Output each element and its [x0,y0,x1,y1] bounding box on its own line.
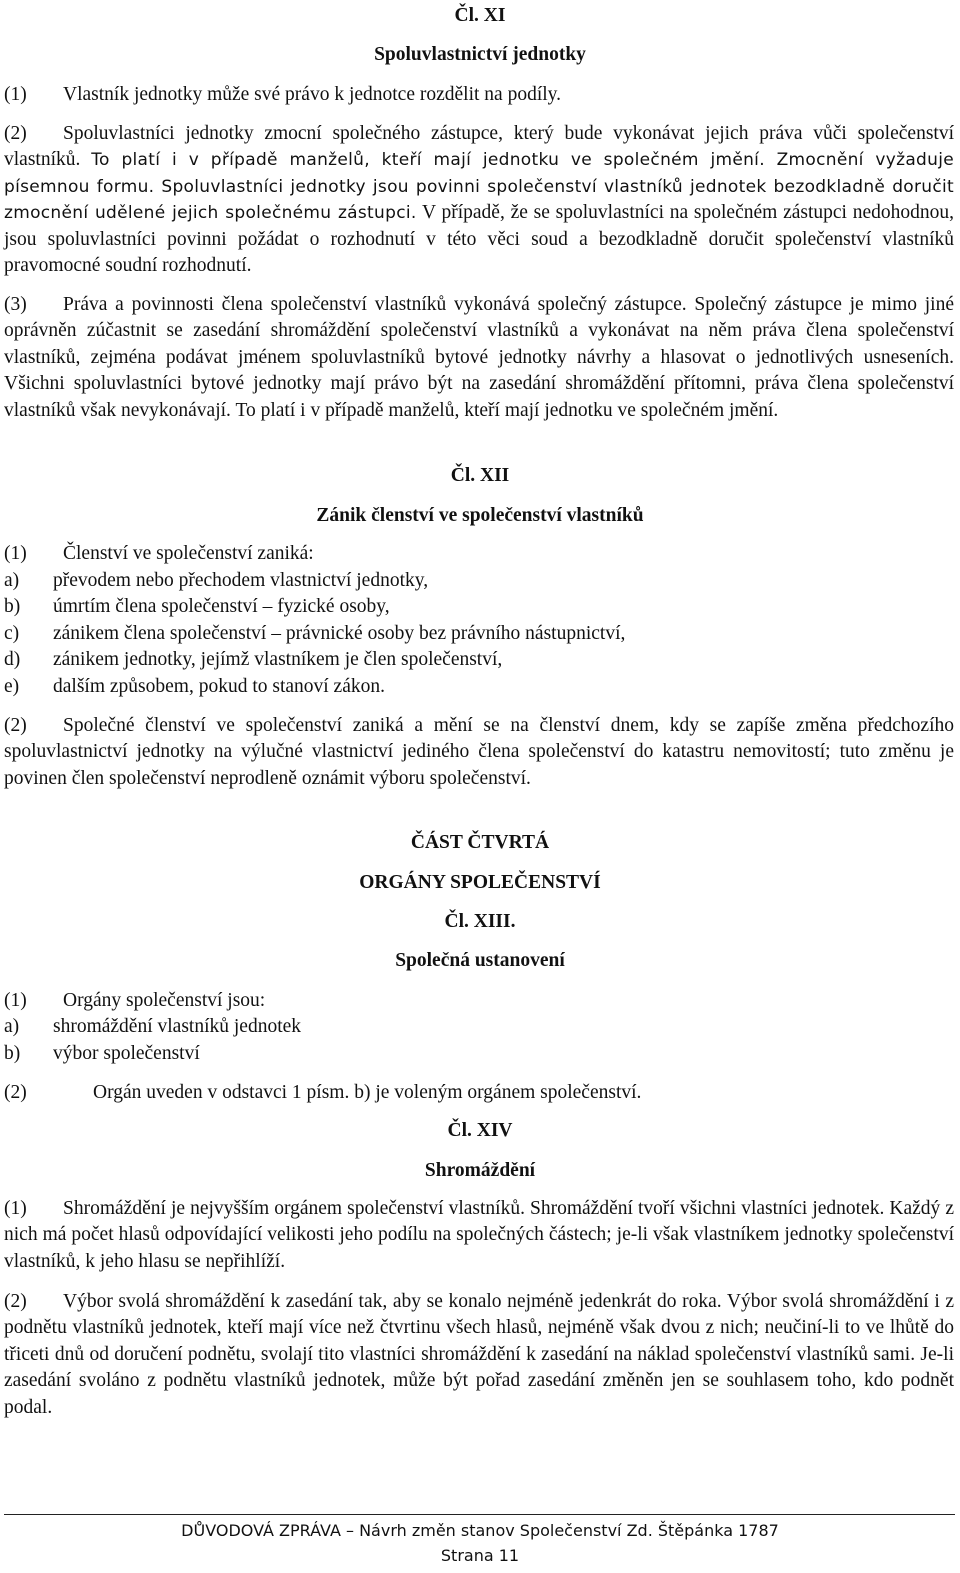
footer-page-number: Strana 11 [440,1546,520,1565]
list-text: zánikem jednotky, jejímž vlastníkem je člen společenství, [53,649,503,670]
article-14-paragraph-2 [4,1289,954,1421]
paragraph-text: Práva a povinnosti člena společenství vlastníků vykonává společný zástupce. Společný zástupce je mimo jiné oprávněn zúčastnit se zasedání shromáždění společenství vlastníků a vykonávat na něm práva člena společenství vlastníků, zejména podávat jménem spoluvlastníků bytové jednotky návrhy a hlasovat o jednotlivých usneseních. Všichni spoluvlastníci bytové jednotky mají právo být na zasedání shromáždění přítomni, práva člena společenství vlastníků však nevykonávají. To platí i v případě manželů, kteří mají jednotku ve společném jmění. [4,294,954,421]
article-11-paragraph-2 [4,121,954,279]
article-14-paragraph-1 [4,1196,954,1275]
list-text: výbor společenství [53,1043,200,1064]
article-13-title: Společná ustanovení [395,950,565,971]
list-item [4,1041,200,1067]
paragraph-number: (2) [4,1291,27,1312]
article-13-paragraph-1 [4,988,265,1014]
article-12-title: Zánik členství ve společenství vlastníků [316,505,644,526]
list-label: c) [4,623,20,644]
list-text: zánikem člena společenství – právnické osoby bez právního nástupnictví, [53,623,626,644]
paragraph-number: (1) [4,1198,27,1219]
list-text: převodem nebo přechodem vlastnictví jednotky, [53,570,429,591]
list-item [4,674,385,700]
list-label: b) [4,1043,21,1064]
list-label: a) [4,1016,20,1037]
footer-title: DŮVODOVÁ ZPRÁVA – Návrh změn stanov Společenství Zd. Štěpánka 1787 [181,1521,779,1540]
list-item [4,594,390,620]
article-14-title: Shromáždění [424,1160,536,1181]
paragraph-number: (2) [4,715,27,736]
paragraph-number: (2) [4,123,27,144]
part-4-heading: ČÁST ČTVRTÁ [410,832,550,853]
list-item [4,1014,301,1040]
list-label: e) [4,676,20,697]
article-11-paragraph-3 [4,292,954,424]
list-label: a) [4,570,20,591]
list-label: b) [4,596,21,617]
paragraph-number: (1) [4,84,27,105]
paragraph-text: Členství ve společenství zaniká: [63,543,314,564]
article-12-paragraph-1 [4,541,314,567]
paragraph-text: V případě, že se spoluvlastníci na společném zástupci nedohodnou, jsou spoluvlastníci povinni požádat o rozhodnutí v této věci soud a bezodkladně doručit společenství vlastníků pravomocné soudní rozhodnutí. [4,202,954,277]
article-11-title: Spoluvlastnictví jednotky [374,44,586,65]
paragraph-text: Společné členství ve společenství zaniká a mění se na členství dnem, kdy se zapíše změna předchozího spoluvlastnictví jednotky na výlučné vlastnictví jediného člena společenství do katastru nemovitostí; tuto změnu je povinen člen společenství neprodleně oznámit výboru společenství. [4,715,954,789]
list-item [4,568,428,594]
footer-divider [4,1514,955,1515]
article-12-heading: Čl. XII [450,465,510,486]
article-11-paragraph-1 [4,82,954,108]
article-12-paragraph-2 [4,713,954,792]
paragraph-number: (1) [4,990,27,1011]
paragraph-text: Shromáždění je nejvyšším orgánem společenství vlastníků. Shromáždění tvoří všichni vlastníci jednotek. Každý z nich má počet hlasů odpovídající velikosti jeho podílu na společných částech; je-li však vlastníkem jednotky společenství vlastníků, k jeho hlasu se nepřihlíží. [4,1198,954,1272]
list-text: shromáždění vlastníků jednotek [53,1016,302,1037]
paragraph-text: Výbor svolá shromáždění k zasedání tak, aby se konalo nejméně jedenkrát do roka. Výbor svolá shromáždění i z podnětu vlastníků jednotek, kteří mají více než čtvrtinu všech hlasů, nejméně však dvou z nich; neučiní-li to ve lhůtě do třiceti dnů od doručení podnětu, svolají tito vlastníci shromáždění k zasedání na náklad společenství vlastníků sami. Je-li zasedání svoláno z podnětu vlastníků jednotek, může být pořad zasedání změněn jen se souhlasem toho, kdo podnět podal. [4,1291,954,1418]
paragraph-text: Orgány společenství jsou: [63,990,266,1011]
list-item [4,647,502,673]
paragraph-number: (2) [4,1082,27,1103]
article-13-heading: Čl. XIII. [444,911,516,932]
list-text: dalším způsobem, pokud to stanoví zákon. [53,676,385,697]
part-4-title: ORGÁNY SPOLEČENSTVÍ [359,872,601,893]
paragraph-number: (3) [4,294,27,315]
paragraph-text: Orgán uveden v odstavci 1 písm. b) je voleným orgánem společenství. [93,1082,642,1103]
list-item [4,621,625,647]
paragraph-number: (1) [4,543,27,564]
article-13-paragraph-2 [4,1080,641,1106]
list-text: úmrtím člena společenství – fyzické osoby, [53,596,390,617]
paragraph-text-sans: To platí i v případě manželů, kteří mají jednotku ve společném jmění. Zmocnění vyžaduje písemnou formu. Spoluvlastníci jednotky jsou povinni společenství vlastníků jednotek bezodkladně doručit zmocnění udělené jejich společnému zástupci. [4,150,954,224]
article-11-heading: Čl. XI [454,5,506,26]
list-label: d) [4,649,21,670]
paragraph-text: Vlastník jednotky může své právo k jednotce rozdělit na podíly. [63,84,562,105]
paragraph-text: Spoluvlastníci jednotky zmocní společného zástupce, který bude vykonávat jejich práva vůči společenství vlastníků. [4,123,954,171]
article-14-heading: Čl. XIV [447,1120,513,1141]
